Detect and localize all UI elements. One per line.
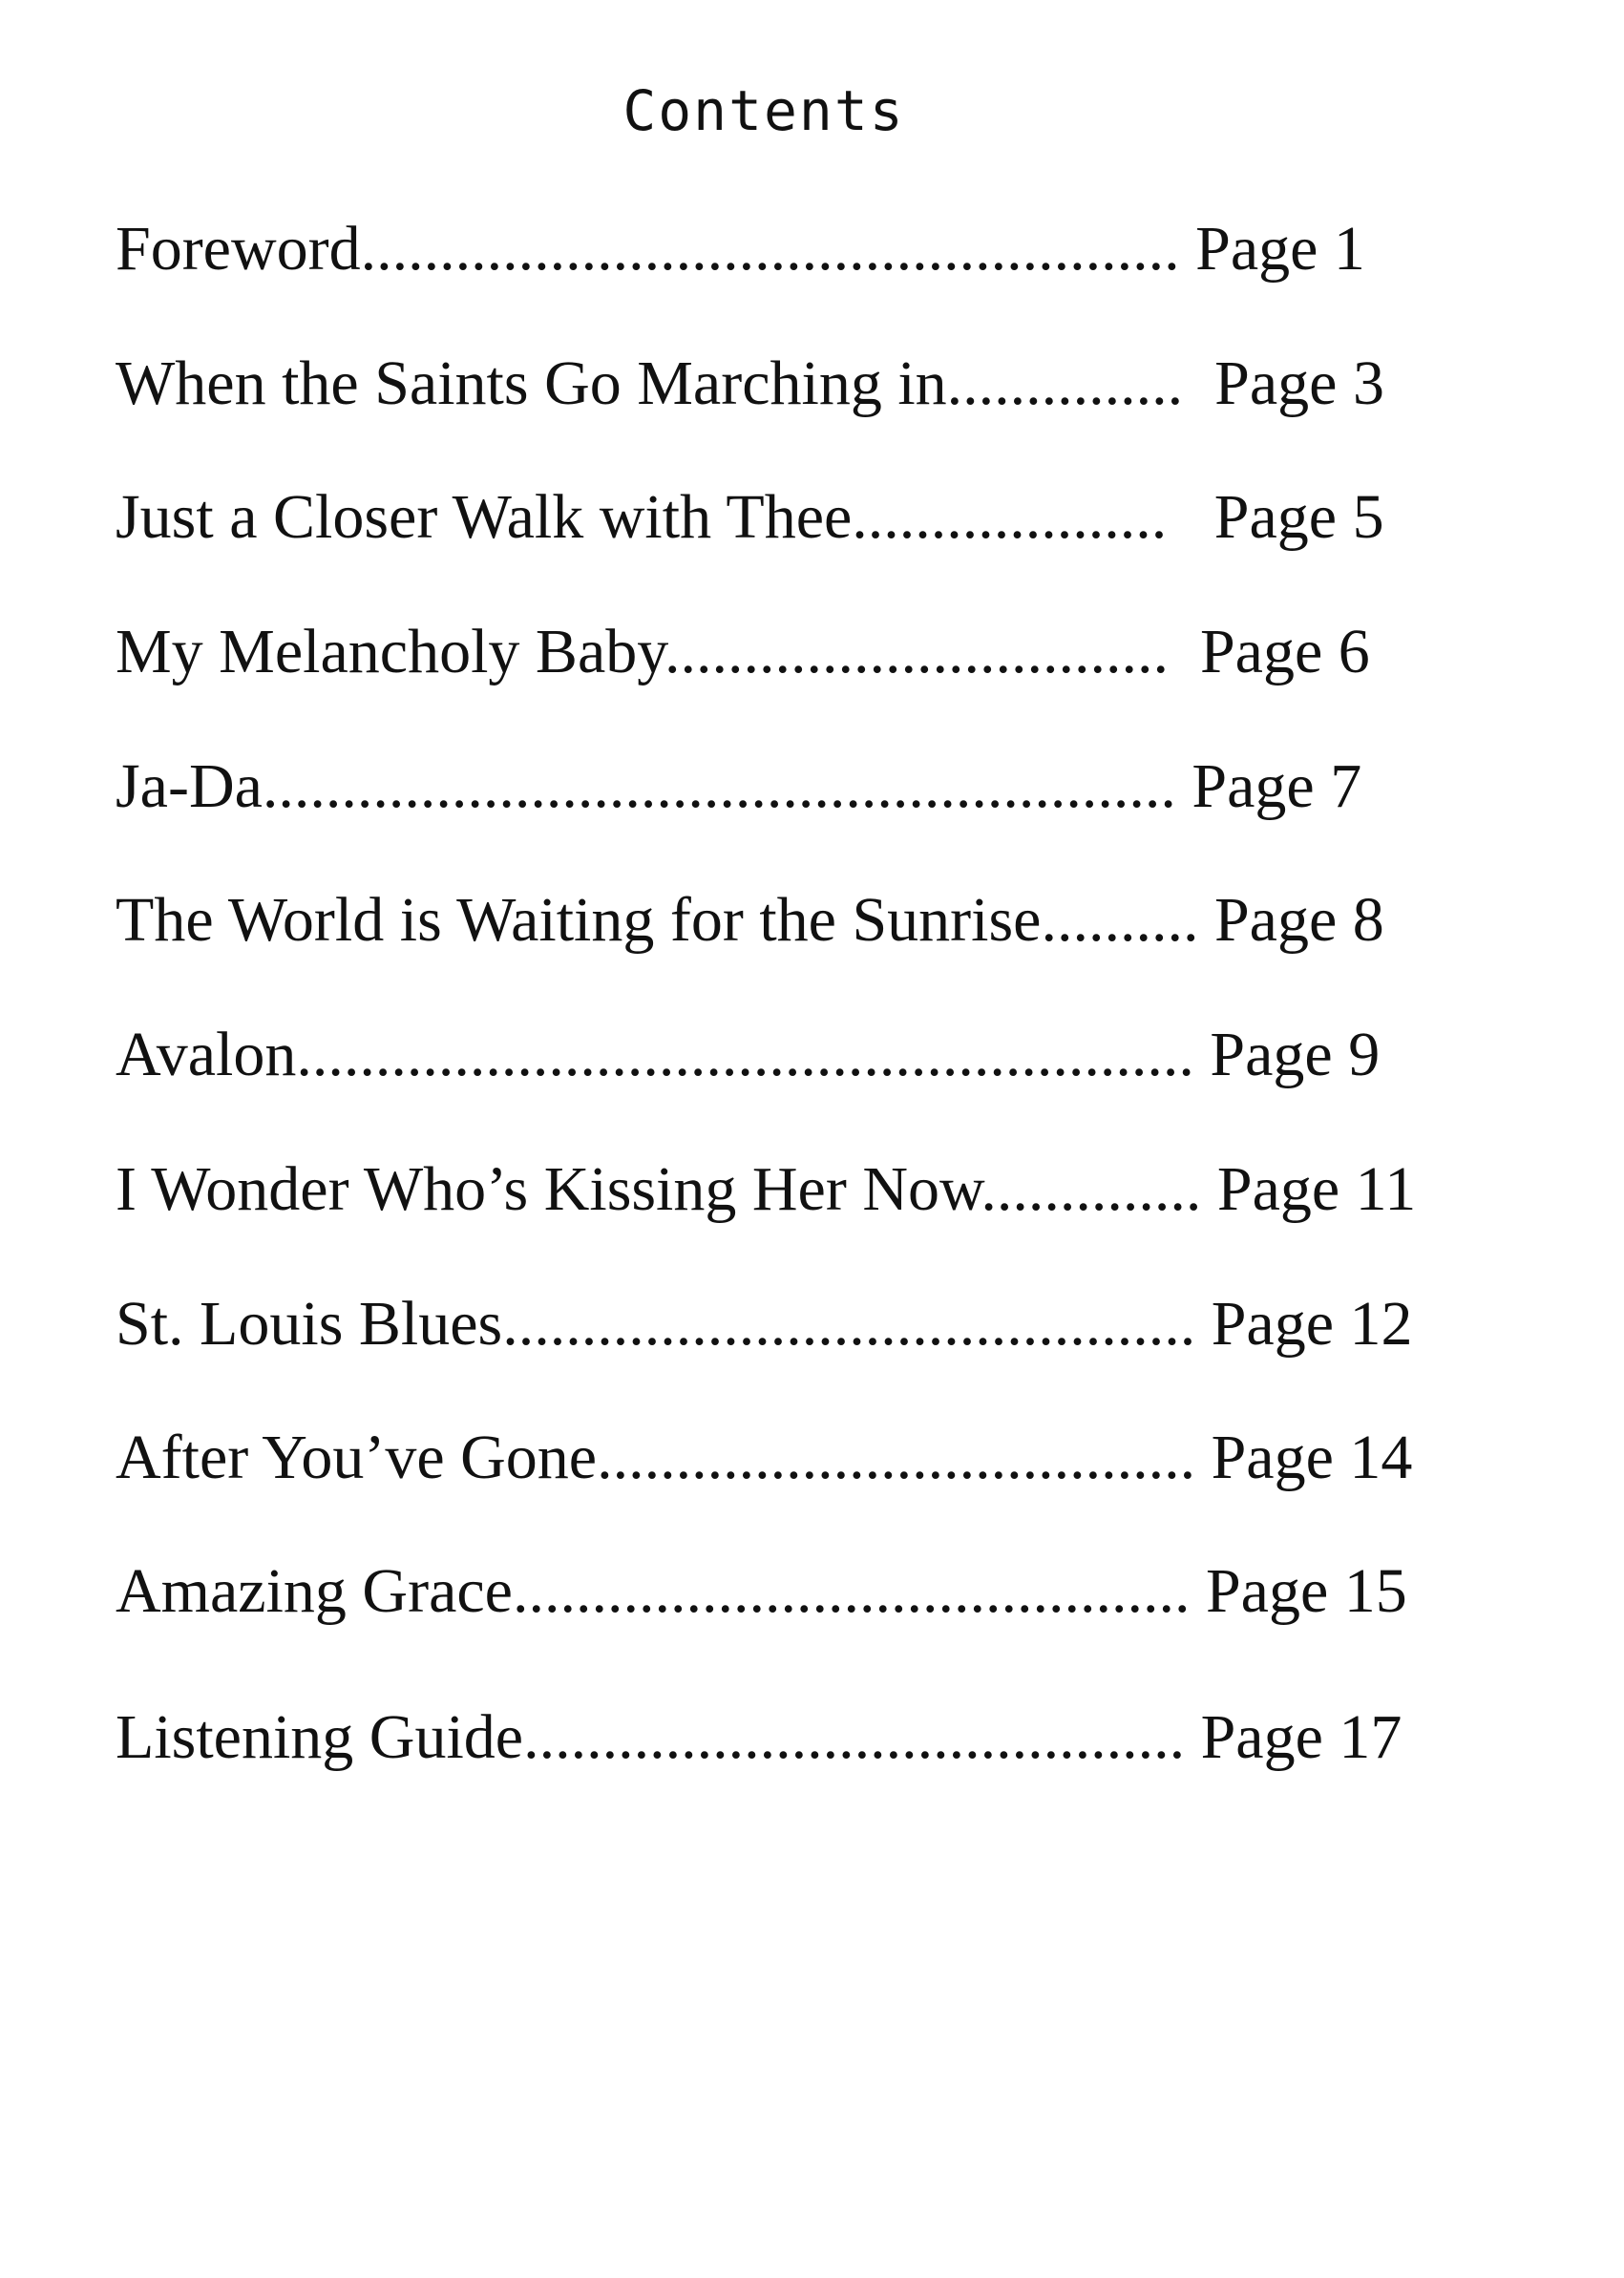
page-heading: Contents [622,78,905,143]
toc-entry-avalon: Avalon......................................................... Page 9 [116,1020,1381,1089]
toc-entry-wonder-who: I Wonder Who’s Kissing Her Now.............. Page 11 [116,1154,1417,1224]
toc-entry-after-youve-gone: After You’ve Gone...................................... Page 14 [116,1423,1413,1492]
toc-entry-ja-da: Ja-Da.......................................................... Page 7 [116,751,1362,821]
toc-entry-listening-guide: Listening Guide.......................................... Page 17 [116,1702,1403,1772]
toc-entry-saints: When the Saints Go Marching in............... Page 3 [116,348,1384,418]
toc-entry-foreword: Foreword.................................................... Page 1 [116,214,1365,284]
toc-entry-closer-walk: Just a Closer Walk with Thee.................... Page 5 [116,482,1384,552]
toc-entry-st-louis-blues: St. Louis Blues............................................ Page 12 [116,1289,1413,1359]
toc-entry-world-waiting: The World is Waiting for the Sunrise.......... Page 8 [116,885,1384,955]
toc-entry-amazing-grace: Amazing Grace........................................... Page 15 [116,1556,1407,1626]
toc-entry-melancholy-baby: My Melancholy Baby................................ Page 6 [116,617,1370,686]
